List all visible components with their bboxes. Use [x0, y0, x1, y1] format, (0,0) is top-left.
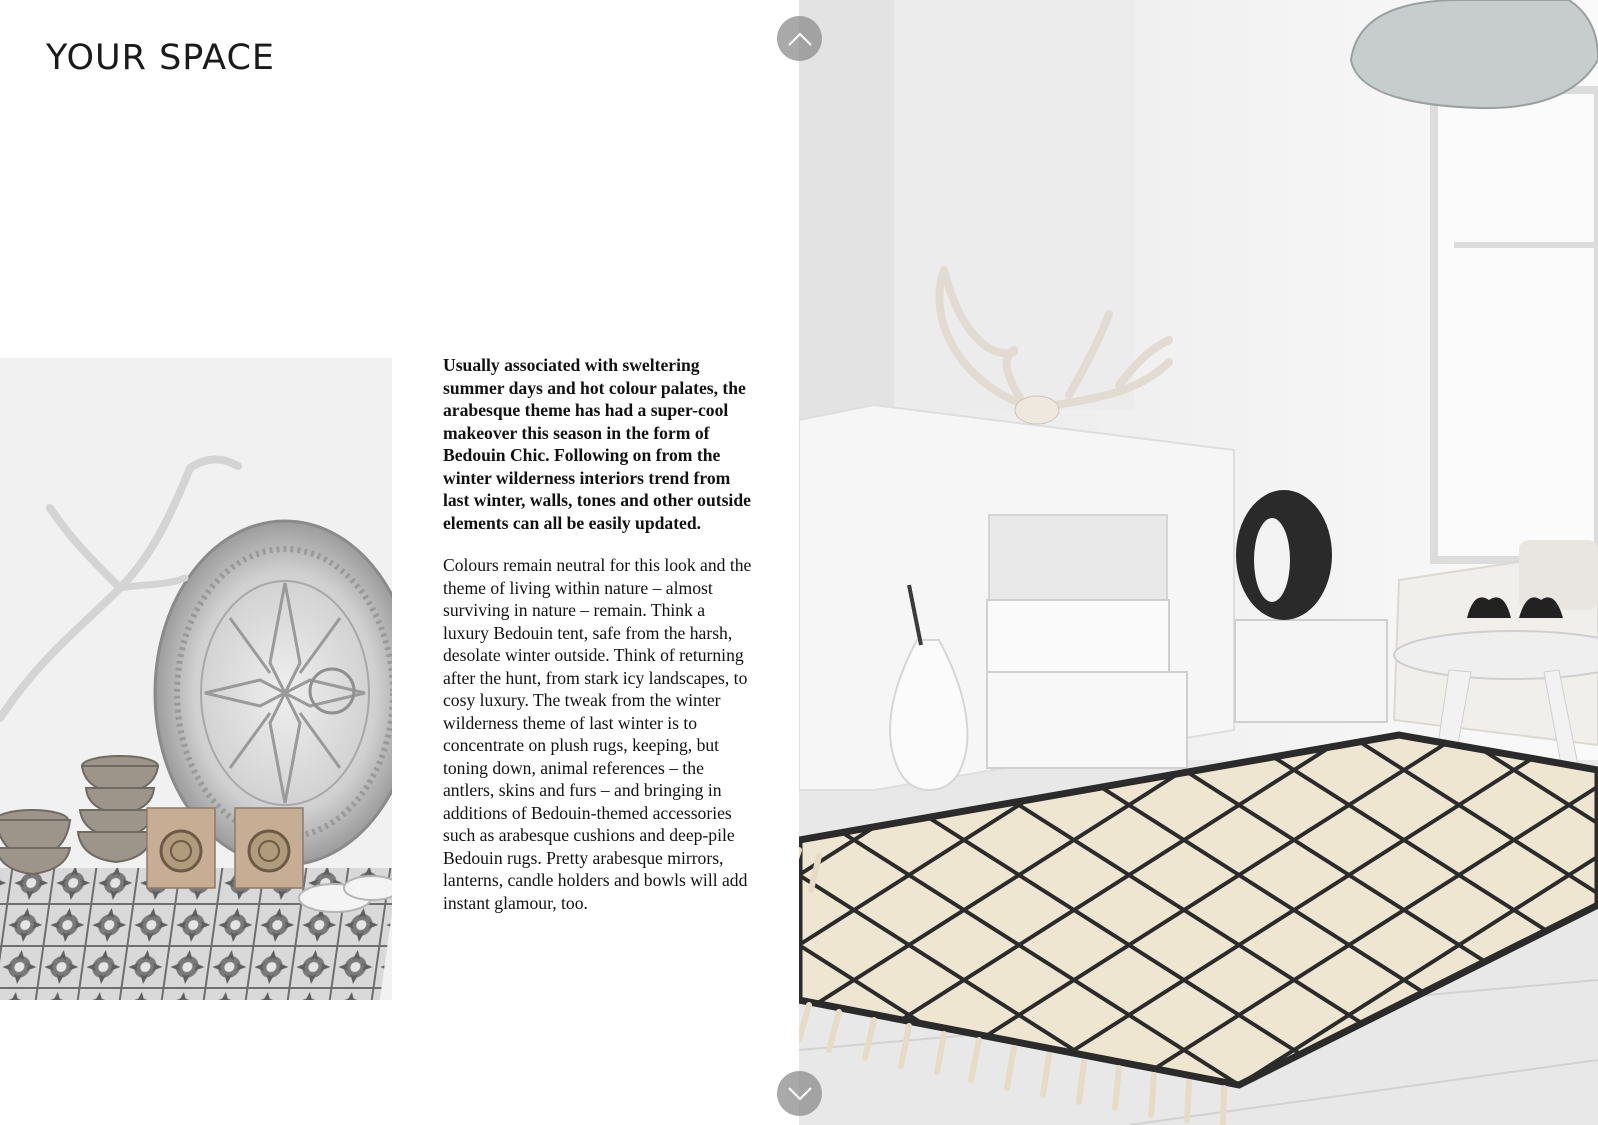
scroll-up-button[interactable]: [777, 16, 822, 61]
article-body: Colours remain neutral for this look and the theme of living within nature – almost surviving in nature – remain. Think a luxury Bedouin tent, safe from the harsh, desolate winter outside. Think of returning after the hunt, from stark icy landscapes, to cosy luxury. The tweak from the winter wilderness theme of last winter is to concentrate on plush rugs, keeping, but toning down, animal references – the antlers, skins and furs – and bringing in additions of Bedouin-themed accessories such as arabesque cushions and deep-pile Bedouin rugs. Pretty arabesque mirrors, lanterns, candle holders and bowls will add instant glamour, too.: [443, 555, 752, 913]
interior-photo: [799, 0, 1598, 1125]
decor-photo: [0, 358, 392, 1000]
chevron-up-icon: [787, 31, 813, 47]
section-title: YOUR SPACE: [46, 38, 276, 78]
scroll-down-button[interactable]: [777, 1071, 822, 1116]
article: [443, 354, 755, 914]
article-lead: Usually associated with sweltering summer days and hot colour palates, the arabesque theme has had a super-cool makeover this season in the form of Bedouin Chic. Following on from the winter wilderness interiors trend from last winter, walls, tones and other outside elements can all be easily updated.: [443, 355, 751, 533]
chevron-down-icon: [787, 1086, 813, 1102]
